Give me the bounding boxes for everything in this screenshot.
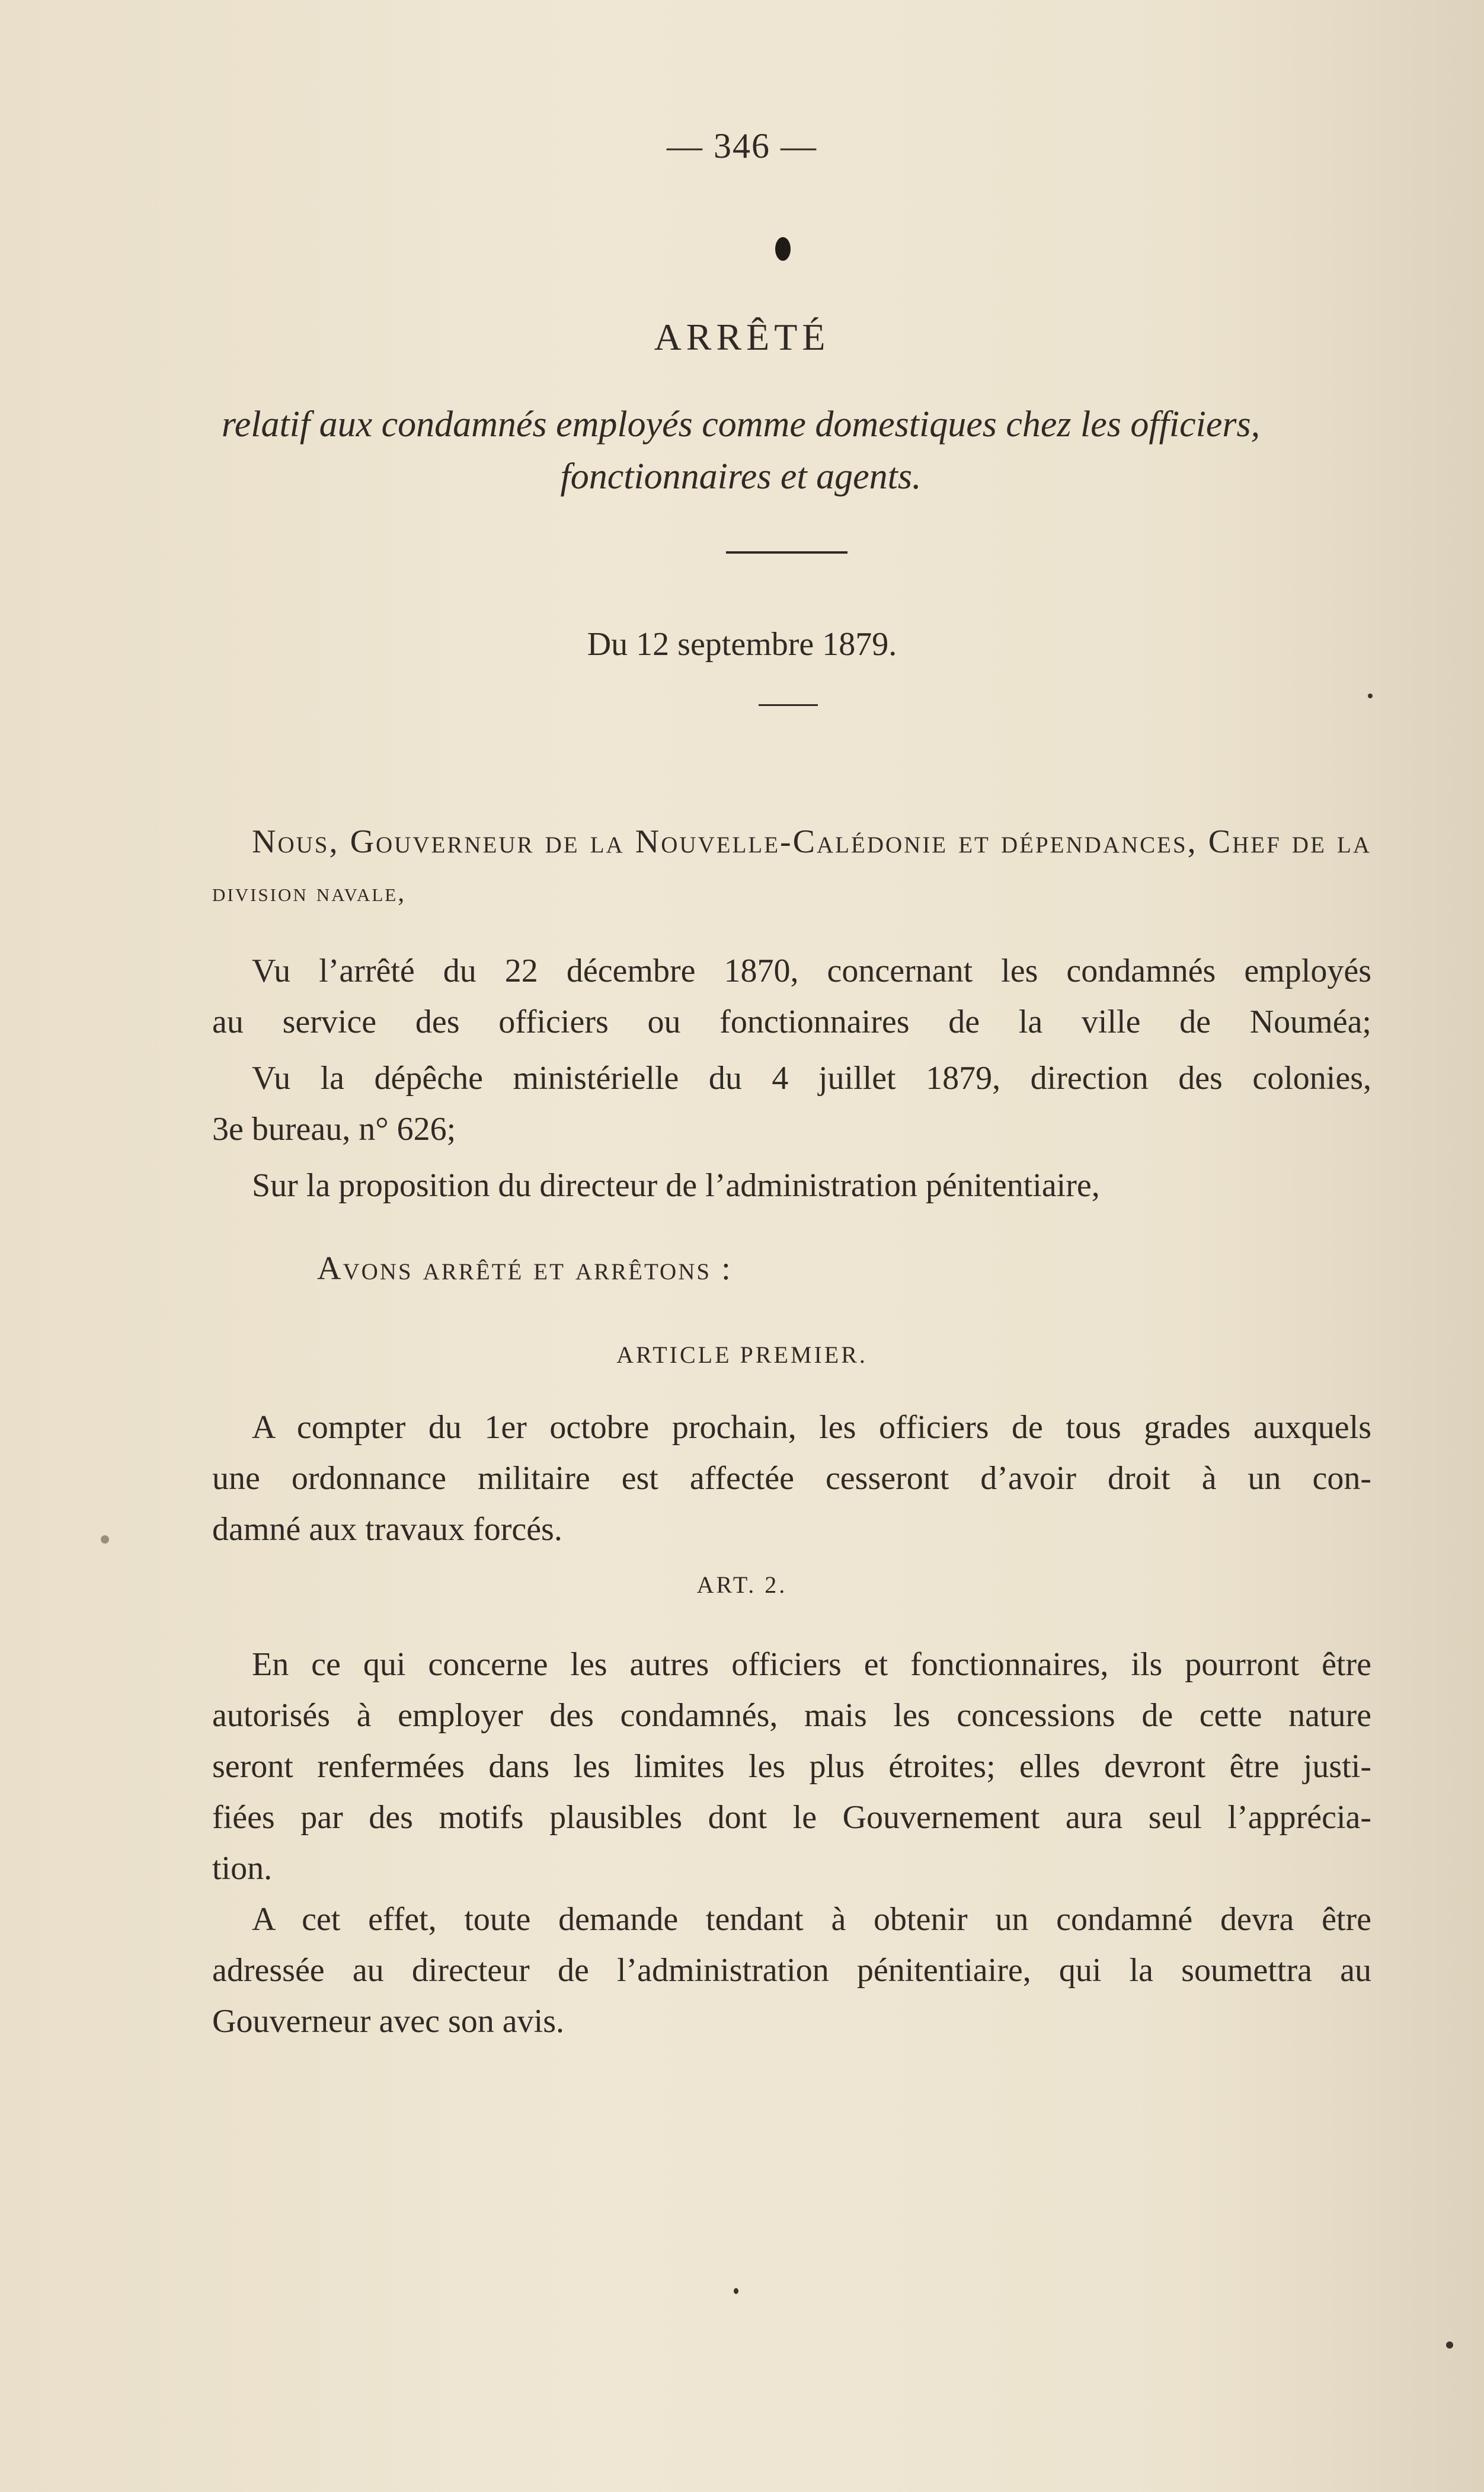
- article-line: damné aux travaux forcés.: [212, 1511, 562, 1548]
- article-line: adressée au directeur de l’administration pénitentiaire, qui la soumettra au: [212, 1952, 1371, 1989]
- consideration-line: Vu l’arrêté du 22 décembre 1870, concernant les condamnés employés: [252, 953, 1371, 989]
- subtitle-line: relatif aux condamnés employés comme domestiques chez les officiers,: [221, 404, 1261, 445]
- article-line: En ce qui concerne les autres officiers et fonctionnaires, ils pourront être: [252, 1646, 1371, 1683]
- document-title: ARRÊTÉ: [654, 316, 830, 358]
- article-line: A compter du 1er octobre prochain, les officiers de tous grades auxquels: [252, 1409, 1371, 1446]
- article-line: tion.: [212, 1850, 273, 1887]
- paper-speck: [1446, 2341, 1453, 2349]
- decree-date: Du 12 septembre 1879.: [587, 626, 897, 663]
- consideration-line: Vu la dépêche ministérielle du 4 juillet 1879, direction des colonies,: [252, 1060, 1371, 1097]
- article-line: une ordonnance militaire est affectée cesseront d’avoir droit à un con-: [212, 1460, 1371, 1497]
- preamble-line: division navale,: [212, 878, 407, 907]
- article-heading: ART. 2.: [696, 1571, 788, 1598]
- ornament-dot: [775, 237, 791, 261]
- article-line: A cet effet, toute demande tendant à obtenir un condamné devra être: [252, 1901, 1371, 1938]
- article-line: Gouverneur avec son avis.: [212, 2003, 565, 2040]
- paper-speck: [1368, 694, 1373, 698]
- article-line: fiées par des motifs plausibles dont le Gouvernement aura seul l’apprécia-: [212, 1799, 1371, 1836]
- divider-rule: [759, 704, 818, 706]
- paper-speck: [101, 1535, 109, 1544]
- article-line: seront renfermées dans les limites les plus étroites; elles devront être justi-: [212, 1748, 1371, 1785]
- divider-rule: [726, 551, 847, 554]
- page-number: — 346 —: [667, 126, 817, 165]
- article-line: autorisés à employer des condamnés, mais les concessions de cette nature: [212, 1697, 1371, 1734]
- consideration-line: Sur la proposition du directeur de l’administration pénitentiaire,: [252, 1167, 1100, 1204]
- subtitle-line: fonctionnaires et agents.: [560, 456, 922, 497]
- preamble-line: Nous, Gouverneur de la Nouvelle-Calédonie et dépendances, Chef de la: [252, 823, 1371, 860]
- article-heading: ARTICLE PREMIER.: [616, 1341, 868, 1368]
- consideration-line: 3e bureau, n° 626;: [212, 1111, 456, 1148]
- consideration-line: au service des officiers ou fonctionnaires de la ville de Nouméa;: [212, 1004, 1371, 1040]
- paper-speck: [734, 2288, 738, 2294]
- decree-formula: Avons arrêté et arrêtons :: [317, 1250, 733, 1287]
